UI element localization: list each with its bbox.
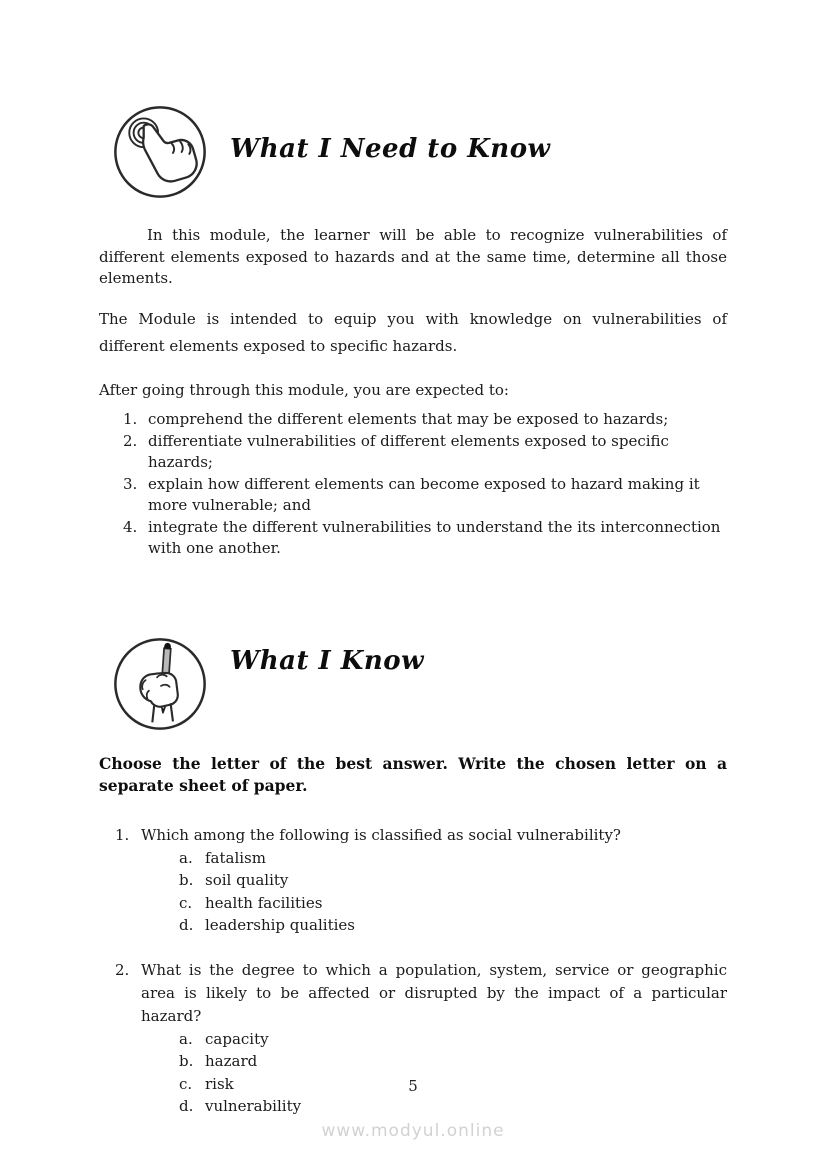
- module-intro-paragraph: In this module, the learner will be able to recognize vulnerabilities of different elements exposed to hazards and at the same time, determine all those elements.: [99, 226, 727, 287]
- section-title-what-i-know: What I Know: [230, 645, 424, 676]
- question-text: What is the degree to which a population, system, service or geographic area is likely to be affected or disrupted by the impact of a particular hazard?: [141, 960, 727, 1025]
- hand-pencil-icon: [112, 636, 208, 732]
- option-text: health facilities: [205, 893, 323, 912]
- page-number: 5: [408, 1077, 418, 1095]
- objective-text: comprehend the different elements that may be exposed to hazards;: [148, 410, 669, 428]
- option-letter: d.: [179, 916, 194, 934]
- objectives-list: [99, 409, 727, 560]
- option-letter: c.: [179, 1074, 193, 1093]
- option-d: [141, 914, 727, 937]
- objectives-lead: After going through this module, you are expected to:: [99, 380, 509, 399]
- watermark-text: www.modyul.online: [321, 1121, 505, 1141]
- section-header-need-to-know: [112, 104, 727, 200]
- objective-text: explain how different elements can become exposed to hazard making it more vulnerable; and: [148, 474, 700, 514]
- option-b: [141, 1050, 727, 1073]
- page-content: [0, 104, 826, 1118]
- option-letter: a.: [179, 1029, 193, 1048]
- option-text: hazard: [205, 1052, 258, 1070]
- objective-item: [123, 409, 727, 431]
- option-c: [141, 892, 727, 915]
- option-a: [141, 1028, 727, 1051]
- objective-text: integrate the different vulnerabilities to understand the its interconnection with one another.: [148, 517, 721, 557]
- objective-number: 4.: [123, 517, 138, 536]
- option-text: leadership qualities: [205, 916, 355, 934]
- objective-item: [123, 431, 727, 474]
- module-purpose-paragraph: The Module is intended to equip you with knowledge on vulnerabilities of different elements exposed to specific hazards.: [99, 309, 727, 355]
- option-text: fatalism: [205, 848, 266, 867]
- option-d: [141, 1095, 727, 1118]
- section-title-need-to-know: What I Need to Know: [230, 134, 551, 164]
- option-a: [141, 847, 727, 870]
- option-letter: d.: [179, 1097, 194, 1115]
- options-list: [141, 1028, 727, 1118]
- touch-click-icon: [112, 104, 208, 200]
- objective-item: [123, 517, 727, 560]
- section-header-what-i-know: [112, 636, 727, 732]
- question-text: Which among the following is classified as social vulnerability?: [141, 825, 621, 844]
- option-text: risk: [205, 1074, 234, 1093]
- option-text: vulnerability: [205, 1097, 302, 1115]
- option-b: [141, 869, 727, 892]
- option-letter: a.: [179, 848, 193, 867]
- objective-item: [123, 474, 727, 517]
- question-1: [99, 824, 727, 937]
- option-text: soil quality: [205, 871, 289, 889]
- objective-number: 2.: [123, 431, 138, 450]
- question-number: 2.: [115, 960, 130, 979]
- options-list: [141, 847, 727, 937]
- option-letter: c.: [179, 893, 193, 912]
- quiz-instruction: Choose the letter of the best answer. Write the chosen letter on a separate sheet of paper.: [99, 753, 727, 795]
- option-letter: b.: [179, 871, 194, 889]
- question-number: 1.: [115, 825, 130, 844]
- objective-number: 3.: [123, 474, 138, 493]
- question-body: [141, 824, 727, 937]
- option-text: capacity: [205, 1029, 269, 1048]
- option-letter: b.: [179, 1052, 194, 1070]
- objective-number: 1.: [123, 410, 138, 428]
- objective-text: differentiate vulnerabilities of different elements exposed to specific hazards;: [148, 431, 669, 471]
